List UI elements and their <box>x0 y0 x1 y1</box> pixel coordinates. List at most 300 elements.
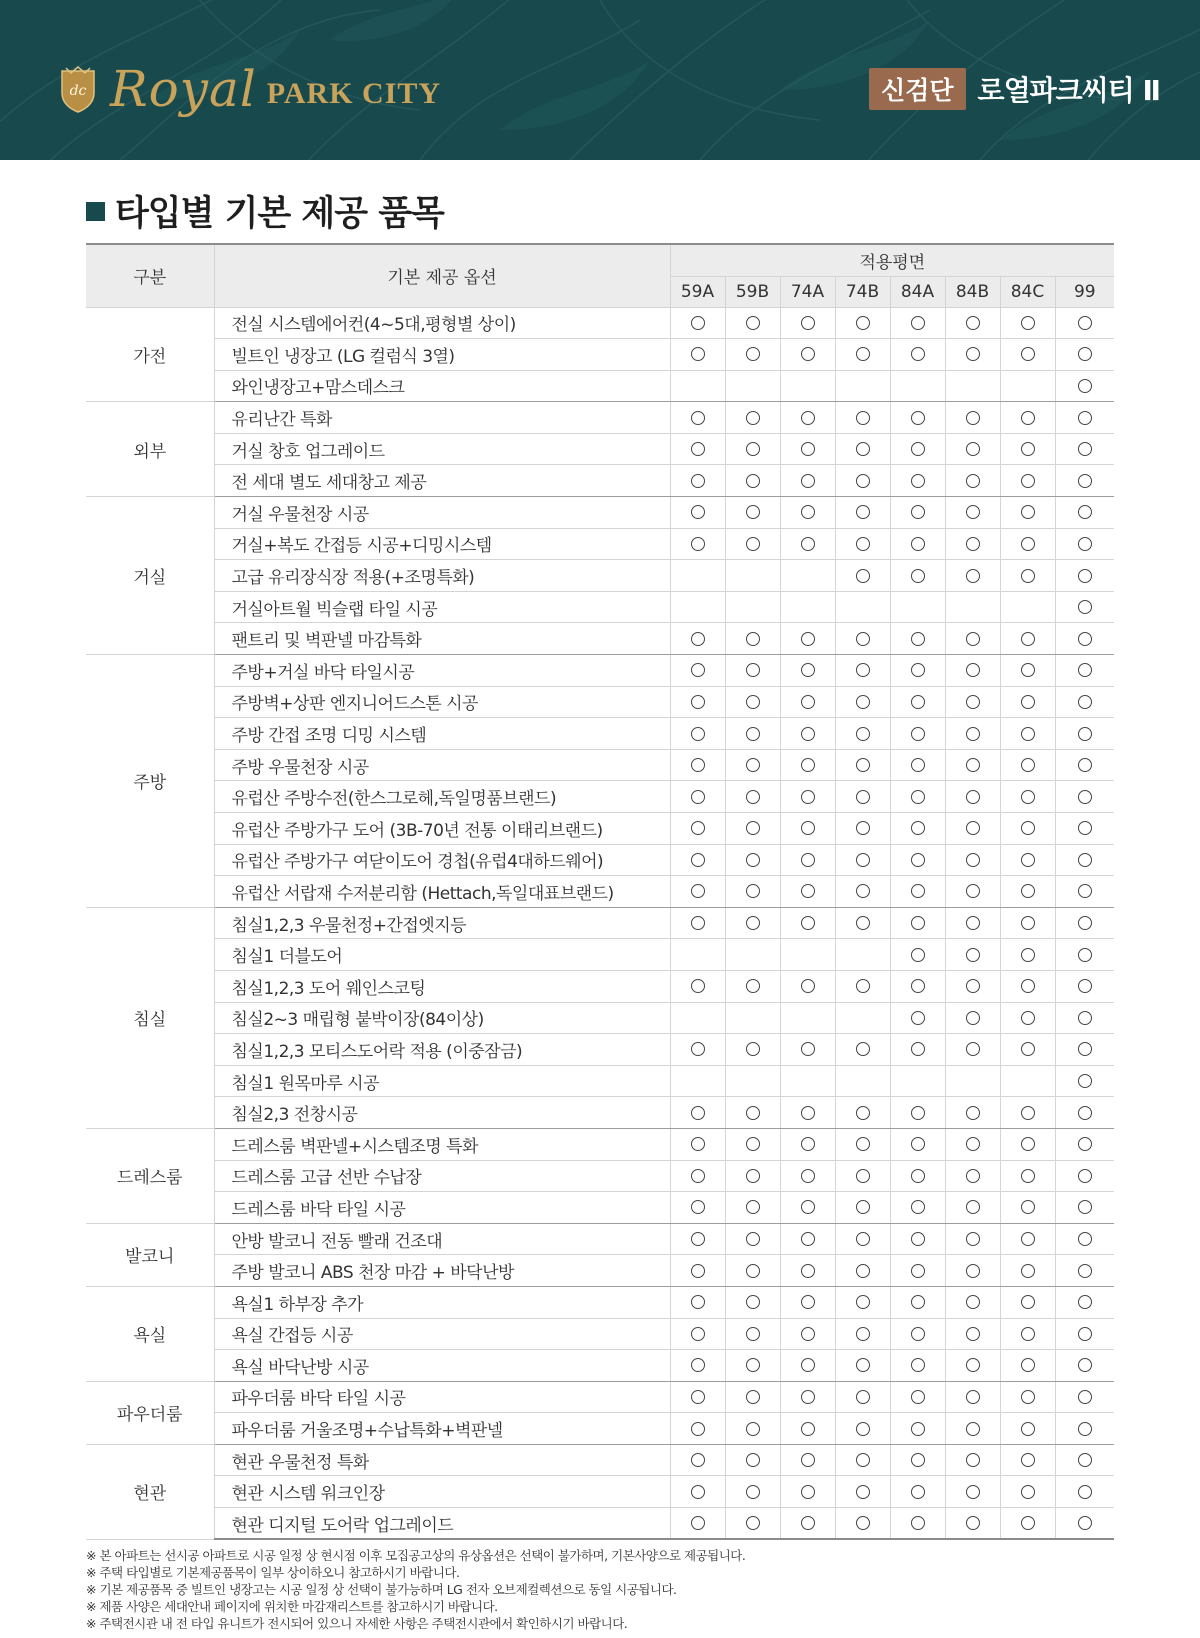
mark-cell-59b <box>725 1508 780 1540</box>
mark-cell-84a <box>890 876 945 908</box>
table-row <box>86 1350 1114 1382</box>
mark-cell-74a <box>780 1476 835 1508</box>
circle-mark-icon <box>1021 632 1035 646</box>
table-row <box>86 655 1114 687</box>
circle-mark-icon <box>1021 1200 1035 1214</box>
mark-cell-74b <box>835 813 890 845</box>
mark-cell-84b <box>945 1065 1000 1097</box>
mark-cell-99 <box>1055 528 1114 560</box>
mark-cell-84c <box>1000 402 1055 434</box>
mark-cell-99 <box>1055 876 1114 908</box>
circle-mark-icon <box>966 948 980 962</box>
mark-cell-59b <box>725 1034 780 1066</box>
mark-cell-84b <box>945 528 1000 560</box>
circle-mark-icon <box>1021 1516 1035 1530</box>
footnote-line: ※ 제품 사양은 세대안내 페이지에 위치한 마감재리스트를 참고하시기 바랍니다. <box>86 1599 498 1614</box>
circle-mark-icon <box>801 1295 815 1309</box>
mark-cell-84c <box>1000 528 1055 560</box>
circle-mark-icon <box>691 632 705 646</box>
mark-cell-84b <box>945 465 1000 497</box>
circle-mark-icon <box>746 1453 760 1467</box>
circle-mark-icon <box>801 1042 815 1056</box>
mark-cell-84b <box>945 433 1000 465</box>
option-label: 거실 우물천장 시공 <box>214 497 670 529</box>
circle-mark-icon <box>911 948 925 962</box>
mark-cell-59b <box>725 844 780 876</box>
mark-cell-59a <box>670 591 725 623</box>
mark-cell-84b <box>945 1444 1000 1476</box>
circle-mark-icon <box>691 1453 705 1467</box>
mark-cell-84b <box>945 844 1000 876</box>
table-row <box>86 1508 1114 1540</box>
circle-mark-icon <box>746 347 760 361</box>
mark-cell-74a <box>780 591 835 623</box>
mark-cell-74b <box>835 844 890 876</box>
mark-cell-74a <box>780 1381 835 1413</box>
table-row <box>86 370 1114 402</box>
mark-cell-84a <box>890 1128 945 1160</box>
mark-cell-84c <box>1000 1160 1055 1192</box>
circle-mark-icon <box>691 1295 705 1309</box>
circle-mark-icon <box>1078 695 1092 709</box>
mark-cell-84c <box>1000 339 1055 371</box>
mark-cell-59a <box>670 1444 725 1476</box>
circle-mark-icon <box>911 1295 925 1309</box>
mark-cell-84b <box>945 1381 1000 1413</box>
mark-cell-74b <box>835 1128 890 1160</box>
circle-mark-icon <box>746 1137 760 1151</box>
mark-cell-84a <box>890 1286 945 1318</box>
circle-mark-icon <box>1021 790 1035 804</box>
mark-cell-99 <box>1055 1381 1114 1413</box>
circle-mark-icon <box>1078 600 1092 614</box>
circle-mark-icon <box>1021 1106 1035 1120</box>
option-label: 침실2,3 전창시공 <box>214 1097 670 1129</box>
mark-cell-84b <box>945 1255 1000 1287</box>
mark-cell-74b <box>835 1160 890 1192</box>
mark-cell-84a <box>890 528 945 560</box>
option-label: 거실+복도 간접등 시공+디밍시스템 <box>214 528 670 560</box>
circle-mark-icon <box>911 1169 925 1183</box>
mark-cell-74a <box>780 1318 835 1350</box>
mark-cell-59a <box>670 718 725 750</box>
circle-mark-icon <box>1078 916 1092 930</box>
circle-mark-icon <box>746 1264 760 1278</box>
mark-cell-99 <box>1055 686 1114 718</box>
mark-cell-84c <box>1000 686 1055 718</box>
mark-cell-84a <box>890 844 945 876</box>
header-category: 구분 <box>86 244 214 307</box>
mark-cell-74b <box>835 876 890 908</box>
mark-cell-59b <box>725 686 780 718</box>
mark-cell-84c <box>1000 1223 1055 1255</box>
circle-mark-icon <box>1021 1011 1035 1025</box>
mark-cell-84a <box>890 1318 945 1350</box>
circle-mark-icon <box>1078 1422 1092 1436</box>
circle-mark-icon <box>966 1011 980 1025</box>
circle-mark-icon <box>1021 948 1035 962</box>
option-label: 유럽산 주방수전(한스그로헤,독일명품브랜드) <box>214 781 670 813</box>
circle-mark-icon <box>801 979 815 993</box>
circle-mark-icon <box>746 1295 760 1309</box>
circle-mark-icon <box>1021 1137 1035 1151</box>
mark-cell-74b <box>835 433 890 465</box>
circle-mark-icon <box>1021 1042 1035 1056</box>
option-label: 현관 시스템 워크인장 <box>214 1476 670 1508</box>
mark-cell-84a <box>890 718 945 750</box>
mark-cell-84c <box>1000 1034 1055 1066</box>
circle-mark-icon <box>911 821 925 835</box>
circle-mark-icon <box>966 1042 980 1056</box>
circle-mark-icon <box>801 442 815 456</box>
circle-mark-icon <box>856 1453 870 1467</box>
mark-cell-84b <box>945 1192 1000 1224</box>
circle-mark-icon <box>1078 663 1092 677</box>
mark-cell-59b <box>725 876 780 908</box>
circle-mark-icon <box>691 1422 705 1436</box>
mark-cell-74a <box>780 749 835 781</box>
circle-mark-icon <box>966 663 980 677</box>
mark-cell-84a <box>890 1002 945 1034</box>
mark-cell-74b <box>835 1444 890 1476</box>
mark-cell-74b <box>835 1286 890 1318</box>
circle-mark-icon <box>1078 474 1092 488</box>
table-row <box>86 1192 1114 1224</box>
page-header <box>0 0 1200 160</box>
mark-cell-99 <box>1055 718 1114 750</box>
mark-cell-59a <box>670 781 725 813</box>
circle-mark-icon <box>856 979 870 993</box>
mark-cell-84b <box>945 497 1000 529</box>
circle-mark-icon <box>856 1169 870 1183</box>
table-row <box>86 718 1114 750</box>
circle-mark-icon <box>911 1106 925 1120</box>
circle-mark-icon <box>746 916 760 930</box>
circle-mark-icon <box>746 537 760 551</box>
footnote-line: ※ 주택전시관 내 전 타입 유니트가 전시되어 있으니 자세한 사항은 주택전시관에서 확인하시기 바랍니다. <box>86 1616 628 1631</box>
mark-cell-74b <box>835 528 890 560</box>
mark-cell-59a <box>670 1476 725 1508</box>
circle-mark-icon <box>911 695 925 709</box>
circle-mark-icon <box>691 316 705 330</box>
mark-cell-99 <box>1055 370 1114 402</box>
mark-cell-74a <box>780 970 835 1002</box>
circle-mark-icon <box>1021 1232 1035 1246</box>
mark-cell-59a <box>670 844 725 876</box>
table-row <box>86 1413 1114 1445</box>
circle-mark-icon <box>691 1200 705 1214</box>
circle-mark-icon <box>856 1485 870 1499</box>
option-label: 욕실 간접등 시공 <box>214 1318 670 1350</box>
circle-mark-icon <box>1021 884 1035 898</box>
section-title <box>86 186 444 236</box>
circle-mark-icon <box>1078 1169 1092 1183</box>
circle-mark-icon <box>911 1390 925 1404</box>
mark-cell-59b <box>725 718 780 750</box>
option-label: 침실1,2,3 우물천정+간접엣지등 <box>214 907 670 939</box>
mark-cell-59a <box>670 1413 725 1445</box>
table-row <box>86 1034 1114 1066</box>
mark-cell-84c <box>1000 433 1055 465</box>
circle-mark-icon <box>746 1106 760 1120</box>
mark-cell-74a <box>780 339 835 371</box>
circle-mark-icon <box>746 474 760 488</box>
circle-mark-icon <box>1021 727 1035 741</box>
option-label: 주방 우물천장 시공 <box>214 749 670 781</box>
circle-mark-icon <box>911 884 925 898</box>
mark-cell-59b <box>725 528 780 560</box>
circle-mark-icon <box>1021 853 1035 867</box>
circle-mark-icon <box>966 316 980 330</box>
mark-cell-99 <box>1055 1065 1114 1097</box>
mark-cell-59a <box>670 1034 725 1066</box>
mark-cell-74b <box>835 465 890 497</box>
table-row <box>86 497 1114 529</box>
mark-cell-84a <box>890 1350 945 1382</box>
circle-mark-icon <box>966 1422 980 1436</box>
circle-mark-icon <box>856 1042 870 1056</box>
mark-cell-74b <box>835 1255 890 1287</box>
circle-mark-icon <box>1078 1358 1092 1372</box>
option-label: 주방 발코니 ABS 천장 마감 + 바닥난방 <box>214 1255 670 1287</box>
mark-cell-74a <box>780 1350 835 1382</box>
mark-cell-99 <box>1055 497 1114 529</box>
mark-cell-84c <box>1000 623 1055 655</box>
mark-cell-74a <box>780 813 835 845</box>
circle-mark-icon <box>691 1232 705 1246</box>
mark-cell-84b <box>945 1160 1000 1192</box>
mark-cell-84a <box>890 970 945 1002</box>
type-header-59b: 59B <box>725 276 780 307</box>
circle-mark-icon <box>1078 379 1092 393</box>
circle-mark-icon <box>856 474 870 488</box>
mark-cell-84b <box>945 1223 1000 1255</box>
option-label: 침실2~3 매립형 붙박이장(84이상) <box>214 1002 670 1034</box>
mark-cell-59a <box>670 655 725 687</box>
crest-letters: dc <box>69 83 87 99</box>
option-label: 고급 유리장식장 적용(+조명특화) <box>214 560 670 592</box>
circle-mark-icon <box>801 1169 815 1183</box>
mark-cell-84c <box>1000 1381 1055 1413</box>
circle-mark-icon <box>966 1327 980 1341</box>
mark-cell-84a <box>890 1255 945 1287</box>
mark-cell-59b <box>725 1255 780 1287</box>
circle-mark-icon <box>801 1422 815 1436</box>
circle-mark-icon <box>746 1042 760 1056</box>
type-header-74a: 74A <box>780 276 835 307</box>
type-header-99: 99 <box>1055 276 1114 307</box>
mark-cell-59b <box>725 970 780 1002</box>
mark-cell-74a <box>780 1097 835 1129</box>
circle-mark-icon <box>1021 537 1035 551</box>
circle-mark-icon <box>1021 569 1035 583</box>
circle-mark-icon <box>1021 1453 1035 1467</box>
mark-cell-74a <box>780 718 835 750</box>
mark-cell-59b <box>725 655 780 687</box>
circle-mark-icon <box>1078 1232 1092 1246</box>
circle-mark-icon <box>746 1232 760 1246</box>
circle-mark-icon <box>746 1327 760 1341</box>
mark-cell-84c <box>1000 876 1055 908</box>
circle-mark-icon <box>1078 411 1092 425</box>
mark-cell-74a <box>780 686 835 718</box>
circle-mark-icon <box>801 790 815 804</box>
mark-cell-59b <box>725 1002 780 1034</box>
brand-name: 로열파크씨티 Ⅱ <box>977 74 1160 107</box>
table-row <box>86 813 1114 845</box>
mark-cell-99 <box>1055 1286 1114 1318</box>
mark-cell-84b <box>945 307 1000 339</box>
table-row <box>86 1160 1114 1192</box>
circle-mark-icon <box>1078 853 1092 867</box>
mark-cell-59a <box>670 560 725 592</box>
mark-cell-84a <box>890 497 945 529</box>
mark-cell-84a <box>890 813 945 845</box>
circle-mark-icon <box>966 474 980 488</box>
table-row <box>86 433 1114 465</box>
mark-cell-84c <box>1000 1476 1055 1508</box>
circle-mark-icon <box>746 979 760 993</box>
mark-cell-74a <box>780 1065 835 1097</box>
mark-cell-74b <box>835 339 890 371</box>
mark-cell-99 <box>1055 339 1114 371</box>
circle-mark-icon <box>691 1358 705 1372</box>
mark-cell-59a <box>670 307 725 339</box>
circle-mark-icon <box>746 1422 760 1436</box>
mark-cell-74b <box>835 1223 890 1255</box>
mark-cell-99 <box>1055 1160 1114 1192</box>
mark-cell-59a <box>670 1002 725 1034</box>
mark-cell-74b <box>835 497 890 529</box>
mark-cell-74b <box>835 307 890 339</box>
circle-mark-icon <box>691 1485 705 1499</box>
footnote-line: ※ 본 아파트는 선시공 아파트로 시공 일정 상 현시점 이후 모집공고상의 유상옵션은 선택이 불가하며, 기본사양으로 제공됩니다. <box>86 1548 746 1563</box>
circle-mark-icon <box>1078 758 1092 772</box>
circle-mark-icon <box>801 1390 815 1404</box>
circle-mark-icon <box>801 853 815 867</box>
mark-cell-99 <box>1055 781 1114 813</box>
circle-mark-icon <box>1078 442 1092 456</box>
circle-mark-icon <box>1078 1516 1092 1530</box>
mark-cell-99 <box>1055 970 1114 1002</box>
circle-mark-icon <box>746 727 760 741</box>
mark-cell-84c <box>1000 1318 1055 1350</box>
table-row <box>86 465 1114 497</box>
circle-mark-icon <box>911 1516 925 1530</box>
mark-cell-84a <box>890 370 945 402</box>
circle-mark-icon <box>911 1327 925 1341</box>
circle-mark-icon <box>911 916 925 930</box>
mark-cell-84a <box>890 339 945 371</box>
circle-mark-icon <box>856 1295 870 1309</box>
mark-cell-84a <box>890 591 945 623</box>
circle-mark-icon <box>911 1264 925 1278</box>
mark-cell-84b <box>945 718 1000 750</box>
mark-cell-59b <box>725 939 780 971</box>
brand-tag: 신검단 <box>869 68 965 110</box>
mark-cell-84c <box>1000 970 1055 1002</box>
mark-cell-59b <box>725 1318 780 1350</box>
circle-mark-icon <box>1021 1485 1035 1499</box>
table-row <box>86 781 1114 813</box>
circle-mark-icon <box>801 1264 815 1278</box>
circle-mark-icon <box>1078 1200 1092 1214</box>
circle-mark-icon <box>801 1327 815 1341</box>
mark-cell-84b <box>945 1286 1000 1318</box>
mark-cell-59b <box>725 307 780 339</box>
category-cell: 욕실 <box>86 1286 214 1381</box>
mark-cell-74a <box>780 1286 835 1318</box>
circle-mark-icon <box>1078 1295 1092 1309</box>
mark-cell-59a <box>670 1097 725 1129</box>
circle-mark-icon <box>1078 632 1092 646</box>
option-label: 전실 시스템에어컨(4~5대,평형별 상이) <box>214 307 670 339</box>
circle-mark-icon <box>746 1516 760 1530</box>
mark-cell-74b <box>835 718 890 750</box>
mark-cell-59a <box>670 1381 725 1413</box>
circle-mark-icon <box>746 790 760 804</box>
mark-cell-84c <box>1000 749 1055 781</box>
table-row <box>86 307 1114 339</box>
mark-cell-74a <box>780 1192 835 1224</box>
circle-mark-icon <box>1078 316 1092 330</box>
mark-cell-74a <box>780 876 835 908</box>
mark-cell-84a <box>890 623 945 655</box>
circle-mark-icon <box>801 1485 815 1499</box>
mark-cell-99 <box>1055 813 1114 845</box>
table-row <box>86 907 1114 939</box>
mark-cell-74a <box>780 560 835 592</box>
circle-mark-icon <box>966 853 980 867</box>
mark-cell-84c <box>1000 1350 1055 1382</box>
mark-cell-59a <box>670 939 725 971</box>
category-cell: 외부 <box>86 402 214 497</box>
mark-cell-59b <box>725 497 780 529</box>
mark-cell-84a <box>890 1034 945 1066</box>
circle-mark-icon <box>691 1390 705 1404</box>
circle-mark-icon <box>911 1042 925 1056</box>
circle-mark-icon <box>691 790 705 804</box>
mark-cell-59a <box>670 1286 725 1318</box>
circle-mark-icon <box>856 347 870 361</box>
circle-mark-icon <box>966 569 980 583</box>
circle-mark-icon <box>966 1516 980 1530</box>
option-label: 유럽산 주방가구 여닫이도어 경첩(유럽4대하드웨어) <box>214 844 670 876</box>
mark-cell-74b <box>835 970 890 1002</box>
footnote-line: ※ 기본 제공품목 중 빌트인 냉장고는 시공 일정 상 선택이 불가능하며 LG 전자 오브제컬렉션으로 동일 시공됩니다. <box>86 1582 677 1597</box>
mark-cell-84c <box>1000 655 1055 687</box>
circle-mark-icon <box>746 411 760 425</box>
mark-cell-99 <box>1055 560 1114 592</box>
mark-cell-99 <box>1055 1350 1114 1382</box>
circle-mark-icon <box>911 1011 925 1025</box>
circle-mark-icon <box>801 1200 815 1214</box>
circle-mark-icon <box>911 1358 925 1372</box>
mark-cell-59b <box>725 370 780 402</box>
circle-mark-icon <box>1078 1390 1092 1404</box>
circle-mark-icon <box>1021 1327 1035 1341</box>
mark-cell-59a <box>670 433 725 465</box>
circle-mark-icon <box>856 537 870 551</box>
circle-mark-icon <box>856 1200 870 1214</box>
circle-mark-icon <box>1021 442 1035 456</box>
circle-mark-icon <box>801 1358 815 1372</box>
mark-cell-84c <box>1000 1002 1055 1034</box>
circle-mark-icon <box>966 1390 980 1404</box>
circle-mark-icon <box>856 1137 870 1151</box>
circle-mark-icon <box>691 695 705 709</box>
circle-mark-icon <box>966 821 980 835</box>
